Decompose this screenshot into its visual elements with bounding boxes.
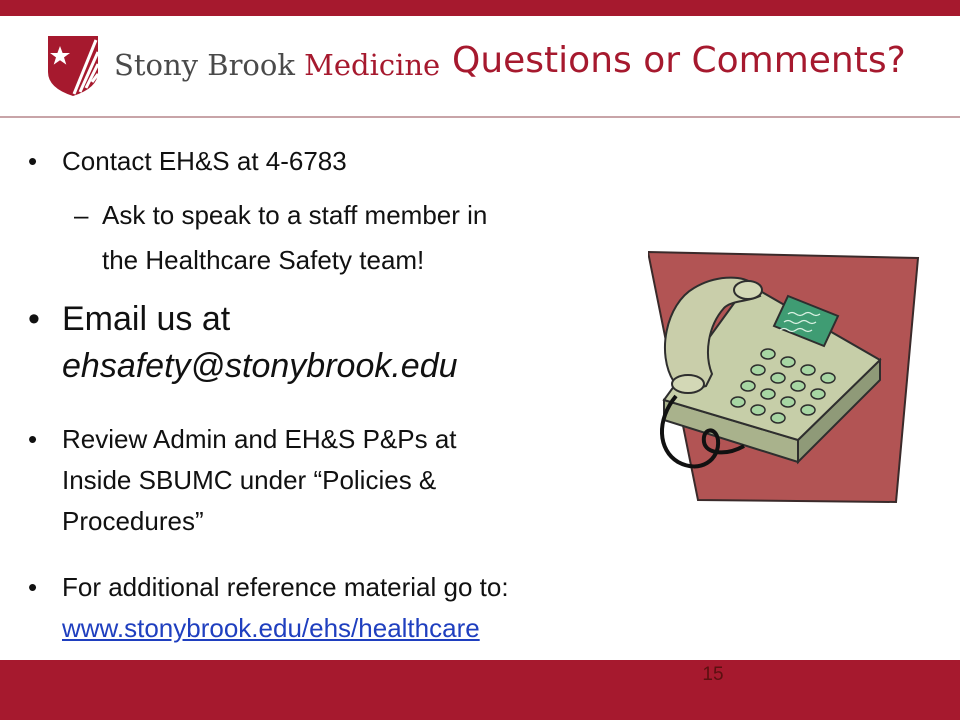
bullet-marker: • (28, 300, 40, 338)
review-line-1: Review Admin and EH&S P&Ps at (62, 424, 457, 454)
contact-sub-line-2: the Healthcare Safety team! (102, 245, 425, 275)
bullet-marker: • (28, 424, 38, 454)
email-address: ehsafety@stonybrook.edu (62, 347, 458, 385)
contact-sub-line-1: Ask to speak to a staff member in (102, 200, 488, 230)
review-line-3: Procedures” (62, 506, 204, 536)
reference-line-1: For additional reference material go to: (62, 572, 509, 602)
bullet-marker: • (28, 146, 38, 176)
footer-bar (0, 660, 960, 720)
logo-text-stony-brook: Stony Brook (114, 48, 295, 82)
email-line-1: Email us at (62, 300, 231, 338)
contact-text: Contact EH&S at 4-6783 (62, 146, 347, 176)
review-line-2: Inside SBUMC under “Policies & (62, 465, 437, 495)
bullet-marker: • (28, 572, 38, 602)
page-number: 15 (702, 664, 724, 685)
telephone-icon (648, 250, 928, 510)
healthcare-link[interactable]: www.stonybrook.edu/ehs/healthcare (62, 613, 480, 643)
logo-text-medicine: Medicine (304, 48, 441, 82)
slide-title: Questions or Comments? (452, 40, 906, 81)
sub-bullet-dash: – (74, 200, 89, 230)
